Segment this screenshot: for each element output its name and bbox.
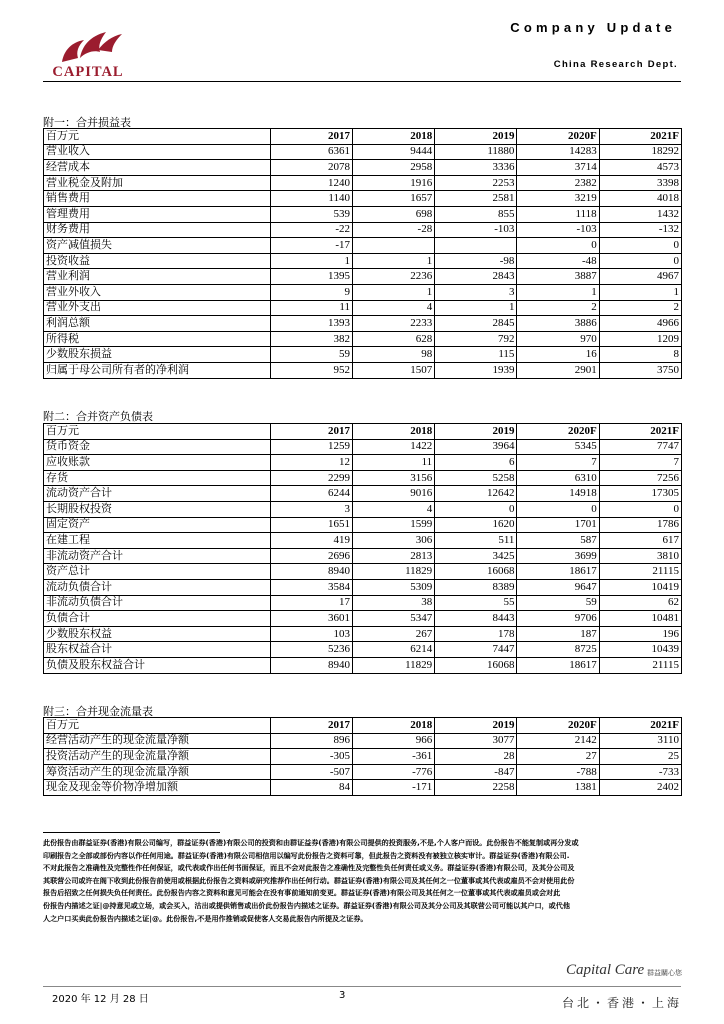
capital-logo bbox=[38, 28, 138, 82]
value-cell: 25 bbox=[599, 749, 681, 765]
value-cell: 2253 bbox=[435, 175, 517, 191]
table-row bbox=[44, 347, 682, 363]
header-divider bbox=[43, 81, 681, 82]
value-cell: 1657 bbox=[352, 191, 434, 207]
value-cell bbox=[352, 238, 434, 254]
table-row bbox=[44, 533, 682, 549]
value-cell: 267 bbox=[352, 626, 434, 642]
cashflow-title: 附三：合并现金流量表 bbox=[43, 706, 153, 718]
value-cell: 2581 bbox=[435, 191, 517, 207]
row-label: 在建工程 bbox=[44, 533, 271, 549]
value-cell: 0 bbox=[599, 238, 681, 254]
value-cell: 855 bbox=[435, 206, 517, 222]
disclaimer-line: 不对此报告之准确性及完整性作任何保证，或代表或作出任何书面保证，而且不会对此报告之准确性及完整性负任何责任或义务。群益证券(香港)有限公司，及其分公司及 bbox=[43, 863, 575, 873]
value-cell: 1 bbox=[435, 300, 517, 316]
disclaimer-line: 人之户口买卖此份报告内描述之证|@。此份报告,不是用作推销或促使客人交易此报告内所提及之证券。 bbox=[43, 913, 368, 923]
value-cell: 0 bbox=[599, 501, 681, 517]
table-row bbox=[44, 611, 682, 627]
value-cell: 6310 bbox=[517, 470, 599, 486]
value-cell: 8443 bbox=[435, 611, 517, 627]
value-cell: 16068 bbox=[435, 564, 517, 580]
value-cell: 1916 bbox=[352, 175, 434, 191]
report-type: Company Update bbox=[510, 20, 676, 35]
value-cell: 28 bbox=[435, 749, 517, 765]
value-cell: 115 bbox=[435, 347, 517, 363]
value-cell: 103 bbox=[270, 626, 352, 642]
value-cell: 5347 bbox=[352, 611, 434, 627]
row-label: 存货 bbox=[44, 470, 271, 486]
value-cell: 3886 bbox=[517, 316, 599, 332]
balance-title: 附二：合并资产负债表 bbox=[43, 411, 153, 423]
footer-divider bbox=[43, 986, 681, 987]
table-row bbox=[44, 595, 682, 611]
value-cell: 59 bbox=[270, 347, 352, 363]
value-cell: 8940 bbox=[270, 564, 352, 580]
table-row bbox=[44, 144, 682, 160]
row-label: 财务费用 bbox=[44, 222, 271, 238]
value-cell: 1432 bbox=[599, 206, 681, 222]
value-cell: 1118 bbox=[517, 206, 599, 222]
value-cell: 698 bbox=[352, 206, 434, 222]
value-cell: 2299 bbox=[270, 470, 352, 486]
table-row bbox=[44, 780, 682, 796]
value-cell: 4 bbox=[352, 501, 434, 517]
value-cell: 1651 bbox=[270, 517, 352, 533]
value-cell: 2142 bbox=[517, 733, 599, 749]
value-cell: 3219 bbox=[517, 191, 599, 207]
value-cell: 1599 bbox=[352, 517, 434, 533]
value-cell: -132 bbox=[599, 222, 681, 238]
disclaimer-line: 份报告内描述之证|@持意见或立场，或会买入，沽出或提供销售或出价此份报告内描述之证券。群益证券(香港)有限公司及其分公司及其联营公司可能以其户口，或代他 bbox=[43, 900, 570, 910]
value-cell: 10419 bbox=[599, 579, 681, 595]
table-row bbox=[44, 284, 682, 300]
value-cell: 7447 bbox=[435, 642, 517, 658]
table-row bbox=[44, 579, 682, 595]
value-cell: 2813 bbox=[352, 548, 434, 564]
value-cell: 38 bbox=[352, 595, 434, 611]
value-cell: 18617 bbox=[517, 657, 599, 673]
value-cell: 3964 bbox=[435, 439, 517, 455]
row-label: 投资收益 bbox=[44, 253, 271, 269]
value-cell: 966 bbox=[353, 733, 435, 749]
value-cell: 12642 bbox=[435, 486, 517, 502]
value-cell: 11 bbox=[270, 300, 352, 316]
table-row bbox=[44, 362, 682, 378]
value-cell: 1422 bbox=[352, 439, 434, 455]
row-label: 负债合计 bbox=[44, 611, 271, 627]
value-cell: 3699 bbox=[517, 548, 599, 564]
row-label: 营业税金及附加 bbox=[44, 175, 271, 191]
row-label: 营业利润 bbox=[44, 269, 271, 285]
value-cell: 1 bbox=[517, 284, 599, 300]
income-table bbox=[43, 128, 682, 379]
value-cell: 178 bbox=[435, 626, 517, 642]
table-row bbox=[44, 238, 682, 254]
table-row bbox=[44, 316, 682, 332]
value-cell: 1701 bbox=[517, 517, 599, 533]
value-cell: 4 bbox=[352, 300, 434, 316]
value-cell: 8940 bbox=[270, 657, 352, 673]
table-row bbox=[44, 564, 682, 580]
value-cell: -22 bbox=[270, 222, 352, 238]
value-cell: 6361 bbox=[270, 144, 352, 160]
value-cell: 2258 bbox=[435, 780, 517, 796]
row-label: 流动资产合计 bbox=[44, 486, 271, 502]
table-row bbox=[44, 269, 682, 285]
value-cell: 11880 bbox=[435, 144, 517, 160]
row-label: 投资活动产生的现金流量净额 bbox=[44, 749, 271, 765]
year-header: 2021F bbox=[599, 424, 681, 440]
unit-label: 百万元 bbox=[44, 718, 271, 734]
value-cell: 10481 bbox=[599, 611, 681, 627]
office-cities: 台北・香港・上海 bbox=[561, 996, 682, 1010]
value-cell: 3750 bbox=[599, 362, 681, 378]
value-cell: 6 bbox=[435, 455, 517, 471]
value-cell: 2233 bbox=[352, 316, 434, 332]
value-cell: -305 bbox=[270, 749, 352, 765]
unit-label: 百万元 bbox=[44, 424, 271, 440]
value-cell: 3425 bbox=[435, 548, 517, 564]
value-cell: 16068 bbox=[435, 657, 517, 673]
row-label: 营业收入 bbox=[44, 144, 271, 160]
value-cell: 9647 bbox=[517, 579, 599, 595]
value-cell: -98 bbox=[435, 253, 517, 269]
table-row bbox=[44, 501, 682, 517]
year-header: 2017 bbox=[270, 129, 352, 145]
row-label: 筹资活动产生的现金流量净额 bbox=[44, 764, 271, 780]
row-label: 管理费用 bbox=[44, 206, 271, 222]
capital-care-script: Capital Care bbox=[566, 962, 645, 978]
row-label: 利润总额 bbox=[44, 316, 271, 332]
value-cell: 1786 bbox=[599, 517, 681, 533]
value-cell: 1209 bbox=[599, 331, 681, 347]
value-cell: 12 bbox=[270, 455, 352, 471]
value-cell: 1507 bbox=[352, 362, 434, 378]
table-row bbox=[44, 175, 682, 191]
value-cell bbox=[435, 238, 517, 254]
value-cell: 84 bbox=[270, 780, 352, 796]
page-number: 3 bbox=[339, 990, 346, 1001]
value-cell: 3714 bbox=[517, 160, 599, 176]
table-row bbox=[44, 253, 682, 269]
table-row bbox=[44, 455, 682, 471]
value-cell: 9706 bbox=[517, 611, 599, 627]
value-cell: 2078 bbox=[270, 160, 352, 176]
footnote-rule bbox=[43, 832, 220, 833]
value-cell: 8725 bbox=[517, 642, 599, 658]
table-row bbox=[44, 626, 682, 642]
value-cell: 628 bbox=[352, 331, 434, 347]
value-cell: 1 bbox=[352, 284, 434, 300]
value-cell: 1395 bbox=[270, 269, 352, 285]
value-cell: 21115 bbox=[599, 564, 681, 580]
value-cell: 4966 bbox=[599, 316, 681, 332]
table-header-row bbox=[44, 129, 682, 145]
value-cell: 2 bbox=[517, 300, 599, 316]
value-cell: 16 bbox=[517, 347, 599, 363]
table-row bbox=[44, 642, 682, 658]
value-cell: 14918 bbox=[517, 486, 599, 502]
value-cell: 587 bbox=[517, 533, 599, 549]
row-label: 归属于母公司所有者的净利润 bbox=[44, 362, 271, 378]
value-cell: 55 bbox=[435, 595, 517, 611]
table-row bbox=[44, 733, 682, 749]
value-cell: 0 bbox=[435, 501, 517, 517]
capital-care-cn: 群益關心您 bbox=[647, 969, 682, 977]
value-cell: 0 bbox=[517, 238, 599, 254]
value-cell: 8389 bbox=[435, 579, 517, 595]
disclaimer-line: 报告后招致之任何损失负任何责任。此份报告内容之资料和意见可能会在没有事前通知前变更。群益证券(香港)有限公司及其任何之一位董事或其代表或雇员或会对此 bbox=[43, 888, 561, 898]
value-cell: 1 bbox=[270, 253, 352, 269]
row-label: 货币资金 bbox=[44, 439, 271, 455]
department: China Research Dept. bbox=[553, 59, 678, 70]
row-label: 现金及现金等价物净增加额 bbox=[44, 780, 271, 796]
value-cell: 2845 bbox=[435, 316, 517, 332]
value-cell: -171 bbox=[353, 780, 435, 796]
value-cell: 10439 bbox=[599, 642, 681, 658]
value-cell: 18617 bbox=[517, 564, 599, 580]
value-cell: 17305 bbox=[599, 486, 681, 502]
value-cell: 59 bbox=[517, 595, 599, 611]
capital-bird-icon bbox=[54, 28, 124, 64]
table-row bbox=[44, 486, 682, 502]
row-label: 营业外收入 bbox=[44, 284, 271, 300]
value-cell: 6244 bbox=[270, 486, 352, 502]
value-cell: 792 bbox=[435, 331, 517, 347]
row-label: 销售费用 bbox=[44, 191, 271, 207]
value-cell: -103 bbox=[517, 222, 599, 238]
value-cell: 14283 bbox=[517, 144, 599, 160]
value-cell: 21115 bbox=[599, 657, 681, 673]
value-cell: 419 bbox=[270, 533, 352, 549]
table-row bbox=[44, 517, 682, 533]
value-cell: -361 bbox=[353, 749, 435, 765]
row-label: 资产减值损失 bbox=[44, 238, 271, 254]
year-header: 2020F bbox=[517, 424, 599, 440]
value-cell: -17 bbox=[270, 238, 352, 254]
unit-label: 百万元 bbox=[44, 129, 271, 145]
capital-care-logo bbox=[566, 962, 682, 988]
table-row bbox=[44, 191, 682, 207]
value-cell: 1381 bbox=[517, 780, 599, 796]
value-cell: -847 bbox=[435, 764, 517, 780]
table-row bbox=[44, 206, 682, 222]
brand-name: CAPITAL bbox=[52, 64, 124, 80]
year-header: 2018 bbox=[352, 424, 434, 440]
table-row bbox=[44, 439, 682, 455]
value-cell: -28 bbox=[352, 222, 434, 238]
row-label: 流动负债合计 bbox=[44, 579, 271, 595]
value-cell: 3 bbox=[270, 501, 352, 517]
disclaimer-line: 此份报告由群益证券(香港)有限公司编写，群益证券(香港)有限公司的投资和由群证益券(香港)有限公司提供的投资服务,不是,个人客户而设。此份报告不能复制或再分发或 bbox=[43, 838, 579, 847]
value-cell: 970 bbox=[517, 331, 599, 347]
value-cell: 3601 bbox=[270, 611, 352, 627]
table-row bbox=[44, 657, 682, 673]
value-cell: 18292 bbox=[599, 144, 681, 160]
disclaimer-line: 印刷报告之全部或部份内容以作任何用途。群益证券(香港)有限公司相信用以编写此份报告之资料可靠，但此报告之资料没有被独立核实审计。群益证券(香港)有限公司. bbox=[43, 850, 570, 860]
value-cell: 4018 bbox=[599, 191, 681, 207]
value-cell: 1 bbox=[352, 253, 434, 269]
year-header: 2017 bbox=[270, 424, 352, 440]
value-cell: -507 bbox=[270, 764, 352, 780]
year-header: 2018 bbox=[353, 718, 435, 734]
year-header: 2021F bbox=[599, 129, 681, 145]
value-cell: 9444 bbox=[352, 144, 434, 160]
report-date: 2020 年 12 月 28 日 bbox=[52, 994, 149, 1005]
row-label: 应收账款 bbox=[44, 455, 271, 471]
value-cell: 2402 bbox=[599, 780, 681, 796]
year-header: 2020F bbox=[517, 129, 599, 145]
value-cell: 896 bbox=[270, 733, 352, 749]
value-cell: 187 bbox=[517, 626, 599, 642]
row-label: 资产总计 bbox=[44, 564, 271, 580]
year-header: 2021F bbox=[599, 718, 681, 734]
value-cell: -776 bbox=[353, 764, 435, 780]
value-cell: 7747 bbox=[599, 439, 681, 455]
value-cell: -103 bbox=[435, 222, 517, 238]
value-cell: -48 bbox=[517, 253, 599, 269]
value-cell: 9 bbox=[270, 284, 352, 300]
value-cell: 1393 bbox=[270, 316, 352, 332]
income-title: 附一：合并损益表 bbox=[43, 117, 131, 129]
value-cell: 7256 bbox=[599, 470, 681, 486]
value-cell: 27 bbox=[517, 749, 599, 765]
row-label: 股东权益合计 bbox=[44, 642, 271, 658]
value-cell: 3810 bbox=[599, 548, 681, 564]
table-header-row bbox=[44, 424, 682, 440]
year-header: 2019 bbox=[435, 424, 517, 440]
value-cell: 617 bbox=[599, 533, 681, 549]
value-cell: 5345 bbox=[517, 439, 599, 455]
disclaimer-line: 其联营公司或许在阁下收到此份报告前使用或根据此份报告之资料或研究推荐作出任何行动。群益证券(香港)有限公司及其任何之一位董事或其代表或雇员不会对使用此份 bbox=[43, 875, 575, 885]
value-cell: 196 bbox=[599, 626, 681, 642]
table-row bbox=[44, 764, 682, 780]
row-label: 固定资产 bbox=[44, 517, 271, 533]
row-label: 经营成本 bbox=[44, 160, 271, 176]
value-cell: 3398 bbox=[599, 175, 681, 191]
row-label: 非流动负债合计 bbox=[44, 595, 271, 611]
row-label: 少数股东损益 bbox=[44, 347, 271, 363]
value-cell: 98 bbox=[352, 347, 434, 363]
value-cell: 1240 bbox=[270, 175, 352, 191]
table-row bbox=[44, 470, 682, 486]
row-label: 负债及股东权益合计 bbox=[44, 657, 271, 673]
value-cell: 952 bbox=[270, 362, 352, 378]
value-cell: 11829 bbox=[352, 564, 434, 580]
table-row bbox=[44, 749, 682, 765]
row-label: 少数股东权益 bbox=[44, 626, 271, 642]
value-cell: 1259 bbox=[270, 439, 352, 455]
value-cell: 539 bbox=[270, 206, 352, 222]
value-cell: 382 bbox=[270, 331, 352, 347]
cashflow-table bbox=[43, 717, 682, 796]
value-cell: 0 bbox=[517, 501, 599, 517]
value-cell: 2236 bbox=[352, 269, 434, 285]
value-cell: 3336 bbox=[435, 160, 517, 176]
row-label: 长期股权投资 bbox=[44, 501, 271, 517]
value-cell: 3887 bbox=[517, 269, 599, 285]
year-header: 2017 bbox=[270, 718, 352, 734]
value-cell: 1939 bbox=[435, 362, 517, 378]
value-cell: 2901 bbox=[517, 362, 599, 378]
value-cell: 5309 bbox=[352, 579, 434, 595]
table-row bbox=[44, 300, 682, 316]
row-label: 营业外支出 bbox=[44, 300, 271, 316]
value-cell: 511 bbox=[435, 533, 517, 549]
value-cell: 3077 bbox=[435, 733, 517, 749]
year-header: 2019 bbox=[435, 718, 517, 734]
value-cell: 2958 bbox=[352, 160, 434, 176]
value-cell: 62 bbox=[599, 595, 681, 611]
value-cell: 2382 bbox=[517, 175, 599, 191]
year-header: 2020F bbox=[517, 718, 599, 734]
value-cell: 9016 bbox=[352, 486, 434, 502]
value-cell: 2696 bbox=[270, 548, 352, 564]
value-cell: 1140 bbox=[270, 191, 352, 207]
value-cell: -733 bbox=[599, 764, 681, 780]
table-row bbox=[44, 160, 682, 176]
disclaimer bbox=[43, 837, 683, 925]
value-cell: 11 bbox=[352, 455, 434, 471]
value-cell: 0 bbox=[599, 253, 681, 269]
value-cell: 6214 bbox=[352, 642, 434, 658]
value-cell: 1620 bbox=[435, 517, 517, 533]
table-row bbox=[44, 331, 682, 347]
value-cell: 7 bbox=[599, 455, 681, 471]
value-cell: 3156 bbox=[352, 470, 434, 486]
value-cell: 17 bbox=[270, 595, 352, 611]
year-header: 2018 bbox=[352, 129, 434, 145]
value-cell: 4967 bbox=[599, 269, 681, 285]
value-cell: 2843 bbox=[435, 269, 517, 285]
value-cell: 3 bbox=[435, 284, 517, 300]
value-cell: 7 bbox=[517, 455, 599, 471]
table-header-row bbox=[44, 718, 682, 734]
value-cell: 5258 bbox=[435, 470, 517, 486]
row-label: 非流动资产合计 bbox=[44, 548, 271, 564]
value-cell: 8 bbox=[599, 347, 681, 363]
value-cell: 306 bbox=[352, 533, 434, 549]
value-cell: -788 bbox=[517, 764, 599, 780]
year-header: 2019 bbox=[435, 129, 517, 145]
value-cell: 3110 bbox=[599, 733, 681, 749]
value-cell: 3584 bbox=[270, 579, 352, 595]
balance-table bbox=[43, 423, 682, 674]
value-cell: 2 bbox=[599, 300, 681, 316]
row-label: 经营活动产生的现金流量净额 bbox=[44, 733, 271, 749]
value-cell: 5236 bbox=[270, 642, 352, 658]
table-row bbox=[44, 222, 682, 238]
value-cell: 4573 bbox=[599, 160, 681, 176]
table-row bbox=[44, 548, 682, 564]
value-cell: 11829 bbox=[352, 657, 434, 673]
row-label: 所得税 bbox=[44, 331, 271, 347]
value-cell: 1 bbox=[599, 284, 681, 300]
